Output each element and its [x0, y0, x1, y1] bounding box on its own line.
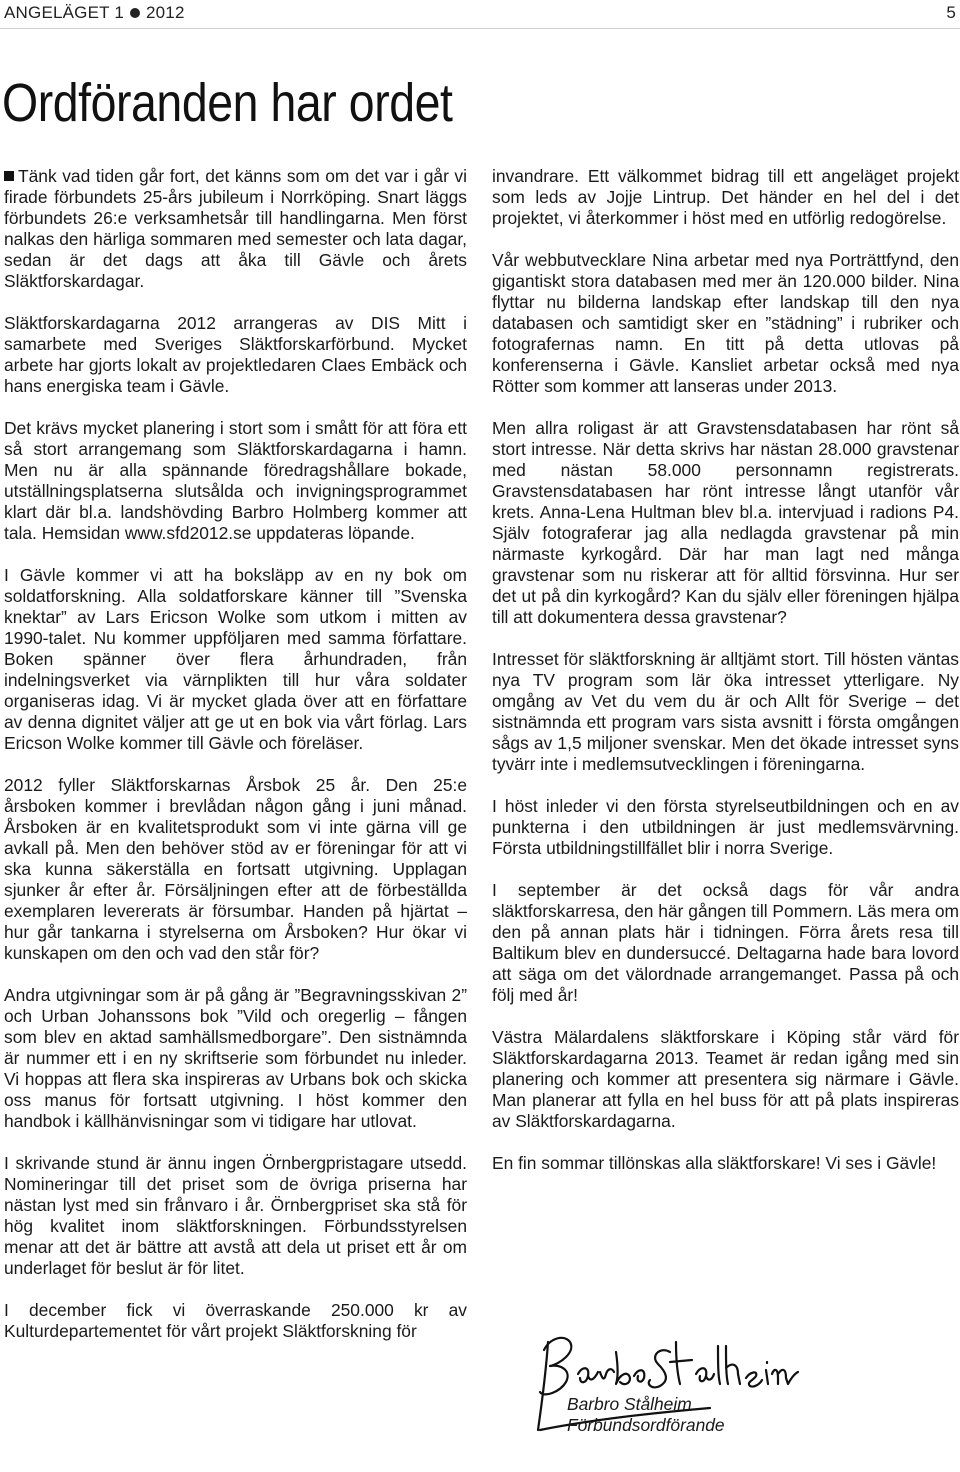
paragraph: I Gävle kommer vi att ha boksläpp av en ny bok om soldatforskning. Alla soldatforskare känner till ”Svenska knektar” av Lars Ericson Wolke som utkom i mitten av 1990-talet. Nu kommer uppföljaren med samma författare. Boken spänner över flera århundraden, från indelningsverket via värnplikten till hur våra soldater organiseras idag. Vi är mycket glada över att en författare av denna dignitet väljer att ge ut en bok via vårt förlag. Lars Ericson Wolke kommer till Gävle och föreläser.	[4, 565, 467, 753]
paragraph: I december fick vi överraskande 250.000 kr av Kulturdepartementet för vårt projekt Släktforskning för	[4, 1300, 467, 1341]
article-title: Ordföranden har ordet	[2, 73, 453, 133]
left-column	[4, 166, 467, 1363]
publication-name: ANGELÄGET 1	[4, 3, 124, 22]
publication-year: 2012	[146, 3, 185, 22]
signature-block	[567, 1394, 725, 1436]
paragraph: I höst inleder vi den första styrelseutbildningen och en av punkterna i den utbildningen är just medlemsvärvning. Första utbildningstillfället blir i norra Sverige.	[492, 796, 959, 858]
page-header	[0, 0, 960, 26]
bullet-dot-icon	[130, 8, 140, 18]
paragraph: Vår webbutvecklare Nina arbetar med nya Porträttfynd, den gigantiskt stora databasen med mer än 120.000 bilder. Nina flyttar nu bilderna landskap efter landskap till den nya databasen och samtidigt sker en ”städning” i rubriker och fotografernas namn. En titt på detta utlovas på konferenserna i Gävle. Kansliet arbetar också med nya Rötter som kommer att lanseras under 2013.	[492, 250, 959, 396]
paragraph: I skrivande stund är ännu ingen Örnbergpristagare utsedd. Nomineringar till det priset som de övriga priserna har nästan lyst med sin frånvaro i år. Örnbergpriset ska stå för hög kvalitet inom släktforskningen. Förbundsstyrelsen menar att det är bättre att avstå att dela ut priset ett år om underlaget för beslut är för litet.	[4, 1153, 467, 1278]
running-head	[4, 3, 185, 23]
paragraph: Det krävs mycket planering i stort som i smått för att föra ett så stort arrangemang som Släktforskardagarna i hamn. Men nu är alla spännande föredragshållare bokade, utställningsplatserna slutsålda och invigningsprogrammet klart där bl.a. landshövding Barbro Holmberg kommer att tala. Hemsidan www.sfd2012.se uppdateras löpande.	[4, 418, 467, 543]
paragraph: Tänk vad tiden går fort, det känns som om det var i går vi firade förbundets 25-års jubileum i Norrköping. Snart läggs förbundets 26:e verksamhetsår till handlingarna. Men först nalkas den härliga sommaren med semester och lata dagar, sedan är det dags att åka till Gävle och årets Släktforskardagar.	[4, 166, 467, 291]
header-divider	[0, 28, 960, 29]
paragraph: Västra Mälardalens släktforskare i Köping står värd för Släktforskardagarna 2013. Teamet är redan igång med sin planering och kommer att presentera sig närmare i Gävle. Man planerar att fylla en hel buss för att på plats inspireras av Släktforskardagarna.	[492, 1027, 959, 1131]
right-column	[492, 166, 959, 1195]
paragraph: Släktforskardagarna 2012 arrangeras av DIS Mitt i samarbete med Sveriges Släktforskarförbund. Mycket arbete har gjorts lokalt av projektledaren Claes Embäck och hans energiska team i Gävle.	[4, 313, 467, 396]
square-bullet-icon	[4, 171, 14, 181]
signatory-name: Barbro Stålheim	[567, 1394, 692, 1414]
signatory-role: Förbundsordförande	[567, 1415, 725, 1435]
paragraph: Intresset för släktforskning är alltjämt stort. Till hösten väntas nya TV program som lär öka intresset ytterligare. Ny omgång av Vet du vem du är och Allt för Sverige – det sistnämnda ett program vars sista avsnitt i första omgången sågs av 1,5 miljoner svenskar. Men det ökade intresset syns tyvärr inte i medlemsutvecklingen i föreningarna.	[492, 649, 959, 774]
page-number: 5	[946, 3, 956, 22]
paragraph: I september är det också dags för vår andra släktforskarresa, den här gången till Pommern. Läs mera om den på annan plats här i tidningen. Förra årets resa till Baltikum blev en dundersuccé. Deltagarna hade bara lovord att säga om det välordnade arrangemanget. Passa på och följ med år!	[492, 880, 959, 1005]
paragraph: 2012 fyller Släktforskarnas Årsbok 25 år. Den 25:e årsboken kommer i brevlådan någon gång i juni månad. Årsboken är en kvalitetsprodukt som vi inte gärna vill ge avkall på. Men den behöver stöd av er föreningar för att vi ska kunna säkerställa en fortsatt utgivning. Upplagan sjunker år efter år. Försäljningen efter att de förbeställda exemplaren levererats är försumbar. Handen på hjärtat – hur går tankarna i styrelserna om Årsboken? Hur ökar vi kunskapen om den och vad den står för?	[4, 775, 467, 963]
paragraph: invandrare. Ett välkommet bidrag till ett angeläget projekt som leds av Jojje Lintrup. Det händer en hel del i det projektet, vi återkommer i höst med en utförlig redogörelse.	[492, 166, 959, 228]
paragraph: Andra utgivningar som är på gång är ”Begravningsskivan 2” och Urban Johanssons bok ”Vild och oregerlig – fången som blev en aktad samhällsmedborgare”. Den sistnämnda är nummer ett i en ny skriftserie som förbundet nu inleder. Vi hoppas att flera ska inspireras av Urbans bok och skicka oss manus för fortsatt utgivning. I höst kommer den handbok i källhänvisningar som vi tidigare har utlovat.	[4, 985, 467, 1131]
paragraph: En fin sommar tillönskas alla släktforskare! Vi ses i Gävle!	[492, 1153, 937, 1173]
paragraph: Men allra roligast är att Gravstensdatabasen har rönt så stort intresse. När detta skrivs har nästan 28.000 gravstenar med nästan 58.000 personnamn registrerats. Gravstensdatabasen har rönt intresse långt utanför vår krets. Anna-Lena Hultman blev bl.a. intervjuad i radions P4. Själv fotograferar jag alla nedlagda gravstenar på min närmaste kyrkogård. Där har man lagt ned många gravstenar som nu riskerar att för alltid försvinna. Hur ser det ut på din kyrkogård? Kan du själv eller föreningen hjälpa till att dokumentera dessa gravstenar?	[492, 418, 959, 627]
